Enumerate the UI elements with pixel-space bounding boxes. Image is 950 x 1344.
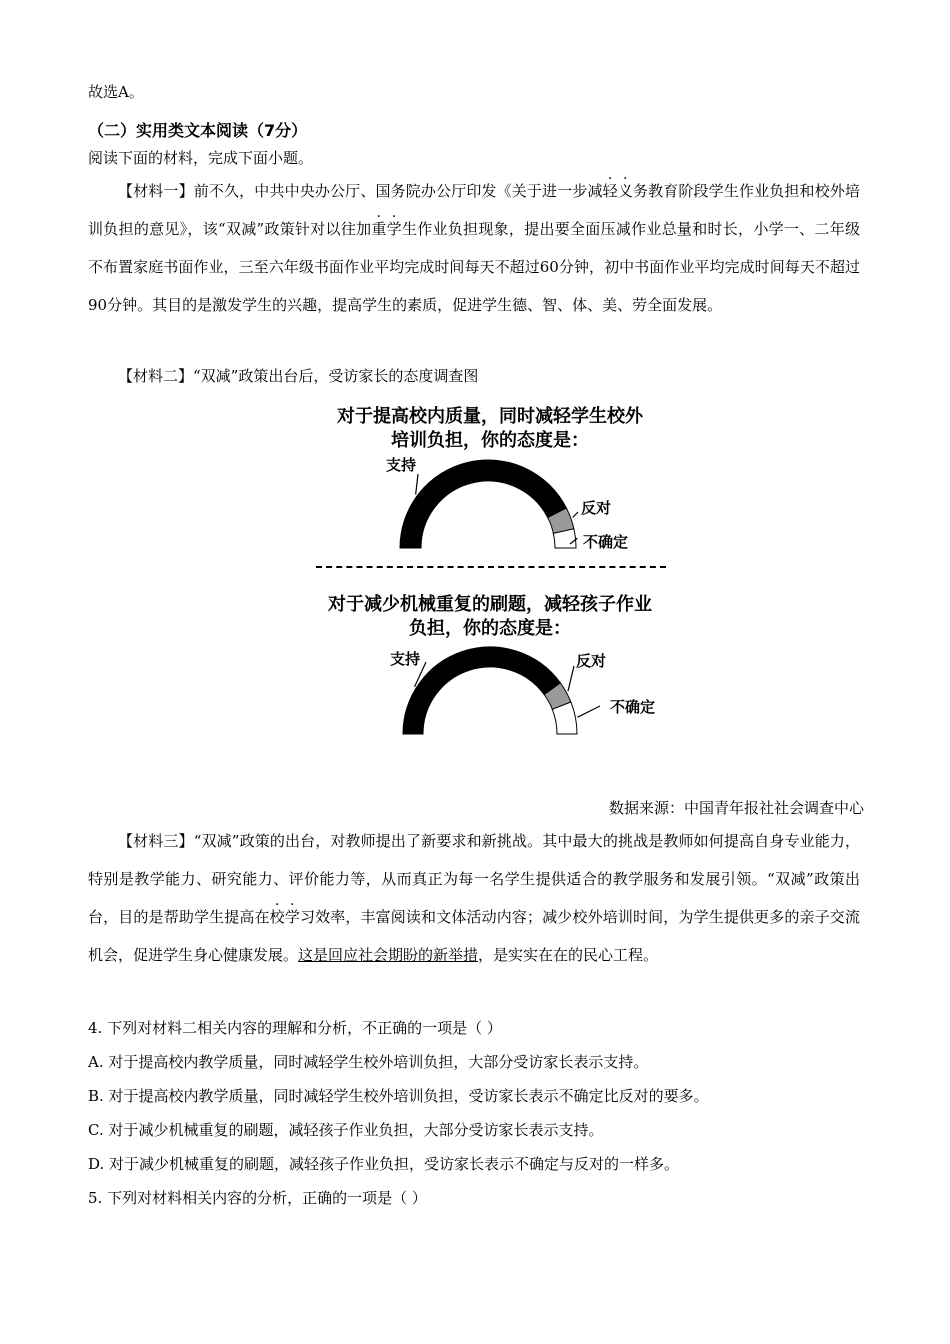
chart-divider [316, 566, 666, 568]
question-5-stem: 5. 下列对材料相关内容的分析，正确的一项是（ ） [88, 1189, 427, 1207]
material-1 [88, 172, 860, 324]
category-label-unsure: 不确定 [610, 698, 656, 716]
emphasis-char: 轻 [602, 182, 618, 200]
category-label-support: 支持 [389, 650, 420, 668]
emphasis-char: 在 [254, 908, 270, 926]
category-label-oppose: 反对 [576, 652, 607, 670]
leader-line [573, 512, 578, 518]
material-1-text-b: 义务教育阶段学生作业负担和校外培训负担的意见》，该“双减”政策针对以往 [88, 182, 860, 238]
leader-line [416, 474, 418, 494]
category-label-support: 支持 [385, 456, 416, 474]
arc-segment-support [403, 647, 560, 734]
emphasis-char: 减 [587, 182, 603, 200]
category-label-unsure: 不确定 [583, 533, 629, 551]
material-2-text: “双减”政策出台后，受访家长的态度调查图 [193, 367, 479, 385]
question-4-stem: 4. 下列对材料二相关内容的理解和分析，不正确的一项是（ ） [88, 1019, 502, 1037]
category-label-oppose: 反对 [581, 499, 612, 517]
material-3-text-a: “双减”政策的出台，对教师提出了新要求和新挑战。其中最大的挑战是教师如何提高自身专业能力，特别是教学能力、研究能力、评价能力等，从而真正为每一名学生提供适合的教学服务和发展引领。“双减”政策出台，目的是帮助学生提高 [88, 832, 860, 926]
material-1-text-a: 前不久，中共中央办公厅、国务院办公厅印发《关于进一步 [193, 182, 588, 200]
material-2-label: 【材料二】 [118, 367, 194, 385]
previous-answer: 故选A。 [88, 83, 144, 101]
chart-2-title-line2: 负担，你的态度是： [409, 618, 571, 639]
emphasis-char: 重 [371, 220, 387, 238]
leader-line [577, 706, 600, 717]
question-4-option-a[interactable]: A. 对于提高校内教学质量，同时减轻学生校外培训负担，大部分受访家长表示支持。 [88, 1053, 649, 1071]
material-3-label: 【材料三】 [118, 832, 194, 850]
survey-chart-2 [300, 588, 680, 748]
chart-1-title-line2: 培训负担，你的态度是： [391, 430, 589, 451]
leader-line [568, 666, 574, 691]
section-heading: （二）实用类文本阅读（7分） [88, 121, 308, 140]
chart-1-title-line1: 对于提高校内质量，同时减轻学生校外 [337, 406, 643, 427]
underlined-phrase: 这是回应社会期盼的新举措 [298, 946, 479, 964]
chart-2-title-line1: 对于减少机械重复的刷题，减轻孩子作业 [328, 594, 652, 615]
material-1-text-c: 学生作业负担现象，提出要全面压减作业总量和时长，小学一、二年级不布置家庭书面作业，三至六年级书面作业平均完成时间每天不超过60分钟，初中书面作业平均完成时间每天不超过90分钟。其目的是激发学生的兴趣，提高学生的素质，促进学生德、智、体、美、劳全面发展。 [88, 220, 860, 314]
material-1-label: 【材料一】 [118, 182, 194, 200]
survey-chart-1 [300, 400, 680, 560]
material-2 [88, 357, 860, 395]
question-4-option-b[interactable]: B. 对于提高校内教学质量，同时减轻学生校外培训负担，受访家长表示不确定比反对的要多。 [88, 1087, 709, 1105]
chart-2-svg [300, 588, 680, 748]
data-source: 数据来源：中国青年报社社会调查中心 [608, 799, 864, 817]
material-3-text-c: ，是实实在在的民心工程。 [478, 946, 659, 964]
question-4-option-d[interactable]: D. 对于减少机械重复的刷题，减轻孩子作业负担，受访家长表示不确定与反对的一样多。 [88, 1155, 680, 1173]
chart-1-svg [300, 400, 680, 560]
material-3-text-b: 学习效率，丰富阅读和文体活动内容；减少校外培训时间，为学生提供更多的亲子交流机会，促进学生身心健康发展。 [88, 908, 860, 964]
question-4-option-c[interactable]: C. 对于减少机械重复的刷题，减轻孩子作业负担，大部分受访家长表示支持。 [88, 1121, 604, 1139]
material-3 [88, 822, 860, 974]
emphasis-char: 加 [356, 220, 372, 238]
instruction: 阅读下面的材料，完成下面小题。 [88, 149, 314, 167]
arc-segment-support [400, 460, 566, 548]
emphasis-char: 校 [269, 908, 285, 926]
